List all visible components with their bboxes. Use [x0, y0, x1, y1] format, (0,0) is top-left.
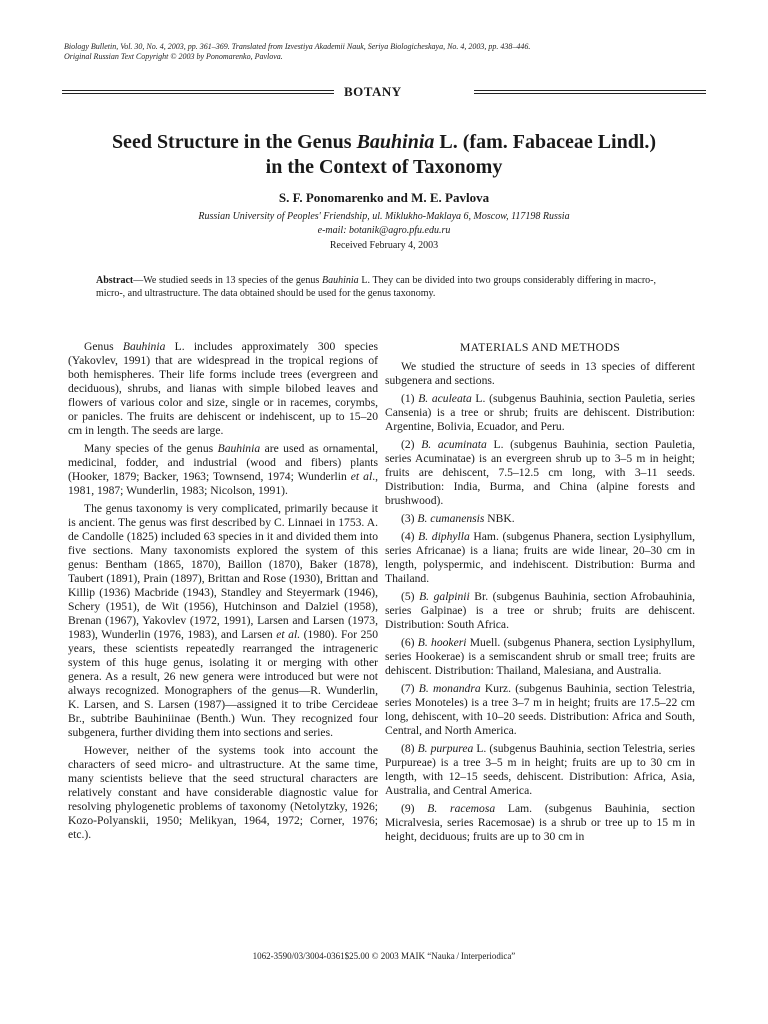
- paragraph: Many species of the genus Bauhinia are used as ornamental, medicinal, fodder, and industrial (wood and fibers) plants (Hooker, 1879; Backer, 1963; Townsend, 1974; Wunderlin et al., 1981, 1987; Wunderlin, 1983; Nicolson, 1991).: [68, 442, 379, 497]
- species-entry: (8) B. purpurea L. (subgenus Bauhinia, section Telestria, series Purpureae) is a tree 3–5 m in height; fruits are up to 30 cm in length, with 12–15 seeds, dehiscent. Distribution: Africa, Asia, Australia, and Central America.: [385, 742, 695, 797]
- species-entry: (7) B. monandra Kurz. (subgenus Bauhinia, section Telestria, series Monoteles) is a tree 3–7 m in height; fruits are 17.5–22 cm long, dehiscent, with 10–20 seeds. Distribution: Africa and South, Central, and North America.: [385, 682, 695, 737]
- species-entry: (3) B. cumanensis NBK.: [401, 512, 515, 525]
- species-entry: (1) B. aculeata L. (subgenus Bauhinia, section Pauletia, series Cansenia) is a tree or shrub; fruits are dehiscent. Distribution: Argentine, Bolivia, Ecuador, and Peru.: [385, 392, 695, 433]
- paragraph: Genus Bauhinia L. includes approximately 300 species (Yakovlev, 1991) that are widespread in the tropical regions of both hemispheres. Their life forms include trees (evergreen and deciduous), shrubs, and lianas with simple bilobed leaves and flowers of various color and size, single or in racemes, corymbs, or panicles. The fruits are dehiscent or indehiscent, up to 15–20 cm in length. The seeds are large.: [68, 340, 378, 437]
- species-entry: (2) B. acuminata L. (subgenus Bauhinia, section Pauletia, series Acuminatae) is an evergreen shrub up to 3–5 m in height; fruits are dehiscent, 7.5–12.5 cm long, with 3–11 seeds. Distribution: India, Burma, and China (alpine forests and brushwood).: [385, 438, 696, 507]
- rule-right: [474, 90, 706, 94]
- species-entry: (9) B. racemosa Lam. (subgenus Bauhinia, section Micralvesia, series Racemosae) is a shrub or tree up to 15 m in height, deciduous; fruits are up to 30 cm in: [385, 802, 695, 843]
- abstract-text-2: L. They can be divided into two groups considerably differing in macro-, micro-, and ultrastructure. The data obtained should be used for the genus taxonomy.: [96, 275, 657, 299]
- affiliation: Russian University of Peoples' Friendship, ul. Miklukho-Maklaya 6, Moscow, 117198 Russia: [198, 211, 570, 222]
- species-entry: (4) B. diphylla Ham. (subgenus Phanera, section Lysiphyllum, series Africanae) is a liana; fruits are wide linear, 20–30 cm in length, polyspermic, and indehiscent. Distribution: Burma and Thailand.: [385, 530, 695, 585]
- header-copyright: Original Russian Text Copyright © 2003 by Ponomarenko, Pavlova.: [64, 52, 283, 61]
- abstract-genus: Bauhinia: [321, 275, 359, 286]
- species-entry: (5) B. galpinii Br. (subgenus Bauhinia, section Afrobauhinia, series Galpinae) is a tree or shrub; fruits are dehiscent. Distribution: South Africa.: [385, 590, 695, 631]
- article-title: [0, 130, 768, 180]
- section-label: BOTANY: [344, 84, 402, 99]
- species-entry: (6) B. hookeri Muell. (subgenus Phanera, section Lysiphyllum, series Hookerae) is a semiscandent shrub or small tree; fruits are dehiscent. Distribution: Thailand, Malesiana, and Australia.: [385, 636, 696, 677]
- title-genus: Bauhinia: [356, 131, 435, 153]
- abstract-text: —We studied seeds in 13 species of the genus: [133, 275, 322, 286]
- title-line-2: in the Context of Taxonomy: [265, 156, 503, 178]
- title-text-2: L. (fam. Fabaceae Lindl.): [434, 131, 657, 153]
- received-date: Received February 4, 2003: [329, 240, 439, 251]
- authors: S. F. Ponomarenko and M. E. Pavlova: [278, 190, 490, 205]
- section-heading: MATERIALS AND METHODS: [459, 340, 621, 354]
- page-footer: 1062-3590/03/3004-0361$25.00 © 2003 MAIK “Nauka / Interperiodica”: [252, 951, 516, 961]
- title-text: Seed Structure in the Genus: [111, 131, 357, 153]
- abstract: [96, 274, 656, 300]
- left-column: [68, 340, 378, 846]
- section-divider: [62, 86, 706, 100]
- email: e-mail: botanik@agro.pfu.edu.ru: [317, 225, 451, 236]
- header-citation: Biology Bulletin, Vol. 30, No. 4, 2003, pp. 361–369. Translated from Izvestiya Akademii Nauk, Seriya Biologicheskaya, No. 4, 2003, pp. 438–446.: [64, 42, 531, 51]
- rule-left: [62, 90, 334, 94]
- abstract-label: Abstract: [96, 275, 134, 286]
- paragraph: The genus taxonomy is very complicated, primarily because it is ancient. The genus was first described by C. Linnaei in 1753. A. de Candolle (1825) included 63 species in it and divided them into five sections. Many taxonomists explored the system of this genus: Bentham (1865, 1870), Baillon (1870), Baker (1878), Taubert (1891), Prain (1897), Brittan and Rose (1930), Brittan and Killip (1936) Macbride (1943), Standley and Steyermark (1946), Schery (1951), de Wit (1956), Hutchinson and Dalziel (1958), Brenan (1967), Yakovlev (1972, 1991), Larsen and Larsen (1973, 1983), Wunderlin (1976, 1983), and Larsen et al. (1980). For 250 years, these scientists repeatedly rearranged the intrageneric system of this huge genus, isolating it or merging with other genera. As a result, 26 new genera were introduced but were not always recognized. Monographers of the genus—R. Wunderlin, K. Larsen, and S. Larsen (1987)—assigned it to tribe Cercideae Br., subtribe Bauhiniinae (Benth.) Wun. They recognized four subgenera, further dividing them into sections and series.: [68, 502, 379, 739]
- right-column: [385, 340, 695, 848]
- paragraph: However, neither of the systems took into account the characters of seed micro- and ultrastructure. At the same time, many scientists believe that the seed structural characters are relatively constant and have considerable diagnostic value for resolving phylogenetic problems of taxonomy (Netolytzky, 1926; Kozo-Polyanskii, 1950; Melikyan, 1964, 1972; Corner, 1976; etc.).: [68, 744, 378, 841]
- journal-header: [64, 42, 704, 62]
- paragraph: We studied the structure of seeds in 13 species of different subgenera and sections.: [385, 360, 695, 387]
- affiliation-block: [0, 210, 768, 238]
